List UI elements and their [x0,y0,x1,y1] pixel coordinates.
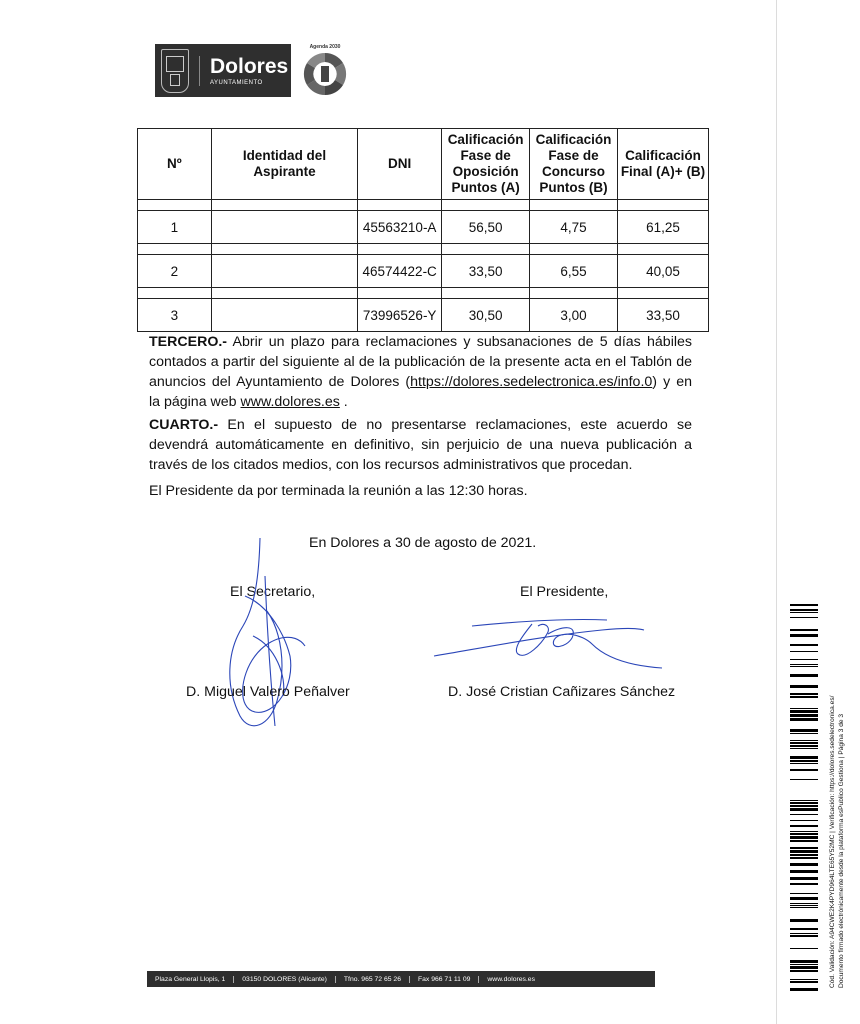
validation-code-text: Cód. Validación: A94CWE2K4PYD964LTE65Y52MC | Verificación: https://dolores.sedelectronica.es/ [829,695,836,988]
cell-final-score: 40,05 [618,255,709,288]
cell-identity [211,211,358,244]
president-signature [432,604,672,684]
coat-of-arms-icon [161,49,189,93]
barcode-bar [790,629,818,631]
tercero-text-1: Abrir un plazo para reclamaciones y subsanaciones de 5 días hábiles contados a partir del siguiente al de la publicación de la presente acta en el Tablón de anuncios del Ayuntamiento de Dolores ( [149,334,692,390]
barcode-bar [790,718,818,721]
barcode-bar [790,802,818,804]
results-table [137,128,709,332]
president-name: D. José Cristian Cañizares Sánchez [448,684,676,700]
table-header-row [138,129,709,200]
barcode-bar [790,981,818,983]
barcode-bar [790,883,818,885]
barcode-bar [790,825,818,827]
barcode-bar [790,935,818,937]
barcode-bar [790,779,818,780]
cell-number: 1 [138,211,212,244]
cell-score-a: 30,50 [442,299,530,332]
footer-bar [147,971,655,987]
barcode-bar [790,907,818,908]
cell-score-a: 56,50 [442,211,530,244]
cell-identity [211,255,358,288]
tercero-paragraph [149,332,692,412]
cell-score-b: 6,55 [530,255,618,288]
barcode-bar [790,833,818,835]
barcode-bar [790,877,818,880]
barcode-bar [790,729,818,732]
barcode-bar [790,659,818,660]
barcode-bar [790,850,818,853]
cuarto-text: En el supuesto de no presentarse reclamaciones, este acuerdo se devendrá automáticamente en definitivo, sin perjuicio de una nueva publicación a través de los citados medios, con los recursos administrativos que procedan. [149,417,692,473]
barcode-bar [790,928,818,930]
barcode-bar [790,840,818,842]
footer-postal: 03150 DOLORES (Alicante) [234,976,336,983]
col-header-identity: Identidad del Aspirante [211,129,358,200]
footer-address: Plaza General Llopis, 1 [147,976,234,983]
barcode-bar [790,820,818,821]
cell-score-b: 3,00 [530,299,618,332]
table-row [138,211,709,244]
tercero-label: TERCERO.- [149,334,228,350]
svg-text:Agenda 2030: Agenda 2030 [309,44,341,50]
cell-score-b: 4,75 [530,211,618,244]
agenda-2030-logo [296,41,354,99]
barcode-bar [790,847,818,849]
footer-phone: Tfno. 965 72 65 26 [336,976,410,983]
barcode-bar [790,769,818,771]
secretary-title: El Secretario, [230,584,316,600]
barcode-bar [790,863,818,866]
col-header-number: Nº [138,129,212,200]
barcode-bar [790,685,818,688]
col-header-final-score: Calificación Final (A)+ (B) [618,129,709,200]
col-header-score-a: Calificación Fase de Oposición Puntos (A) [442,129,530,200]
barcode-bar [790,651,818,652]
barcode-bar [790,897,818,900]
barcode-bar [790,964,818,965]
footer-web: www.dolores.es [487,975,535,983]
col-header-dni: DNI [358,129,442,200]
barcode-bar [790,708,818,709]
barcode-bar [790,870,818,873]
dolores-logo [155,44,291,97]
barcode-bar [790,800,818,801]
barcode-bar [790,903,818,904]
cell-number: 2 [138,255,212,288]
barcode-bar [790,748,818,749]
signature-platform-text: Documento firmado electrónicamente desde la plataforma esPublico Gestiona | Página 3 de 3 [838,713,845,988]
barcode-bar [790,988,818,991]
barcode-bar [790,644,818,646]
page-edge-line [776,0,777,1024]
cell-number: 3 [138,299,212,332]
cuarto-paragraph [149,415,692,475]
barcode-bar [790,836,818,839]
barcode-bar [790,948,818,949]
cell-dni: 73996526-Y [358,299,442,332]
barcode-bar [790,857,818,859]
cell-identity [211,299,358,332]
cell-final-score: 33,50 [618,299,709,332]
barcode-bar [790,710,818,713]
barcode-bar [790,763,818,764]
cell-final-score: 61,25 [618,211,709,244]
barcode-bar [790,612,818,613]
barcode-bar [790,740,818,741]
barcode-bar [790,893,818,894]
cell-score-a: 33,50 [442,255,530,288]
place-date: En Dolores a 30 de agosto de 2021. [309,535,537,551]
barcode-bar [790,604,818,606]
tercero-text-2: ) y en la página web [149,374,693,410]
barcode-bar [790,760,818,762]
barcode-bar [790,617,818,618]
secretary-name: D. Miguel Valero Peñalver [186,684,350,700]
barcode-bar [790,696,818,698]
barcode-bar [790,960,818,963]
barcode-bar [790,831,818,832]
logo-name: Dolores [210,54,289,78]
barcode-bar [790,805,818,807]
barcode-bar [790,808,818,811]
barcode-bar [790,905,818,906]
barcode-bar [790,714,818,717]
barcode-bar [790,814,818,815]
barcode-bar [790,966,818,969]
table-row [138,255,709,288]
barcode-bar [790,664,818,665]
table-row [138,299,709,332]
barcode-bar [790,970,818,972]
barcode-bar [790,609,818,611]
footer-fax: Fax 966 71 11 09 [410,976,479,983]
barcode-bar [790,742,818,744]
cell-dni: 46574422-C [358,255,442,288]
barcode-bar [790,745,818,747]
barcode-bar [790,756,818,759]
barcode-bar [790,733,818,734]
barcode-bar [790,979,818,980]
secretary-signature [215,536,325,736]
barcode-bar [790,693,818,695]
barcode-bar [790,933,818,934]
cuarto-label: CUARTO.- [149,417,219,433]
website-link[interactable]: www.dolores.es [240,394,340,410]
cell-dni: 45563210-A [358,211,442,244]
barcode-bar [790,919,818,922]
president-title: El Presidente, [520,584,609,600]
barcode-bar [790,854,818,856]
barcode-bar [790,634,818,637]
col-header-score-b: Calificación Fase de Concurso Puntos (B) [530,129,618,200]
validation-barcode [790,604,818,992]
logo-subtitle: AYUNTAMIENTO [210,79,263,86]
barcode-bar [790,666,818,667]
sede-electronica-link[interactable]: https://dolores.sedelectronica.es/info.0 [410,374,653,390]
tercero-text-3: . [339,394,348,410]
closing-statement: El Presidente da por terminada la reunión a las 12:30 horas. [149,483,528,499]
barcode-bar [790,674,818,677]
